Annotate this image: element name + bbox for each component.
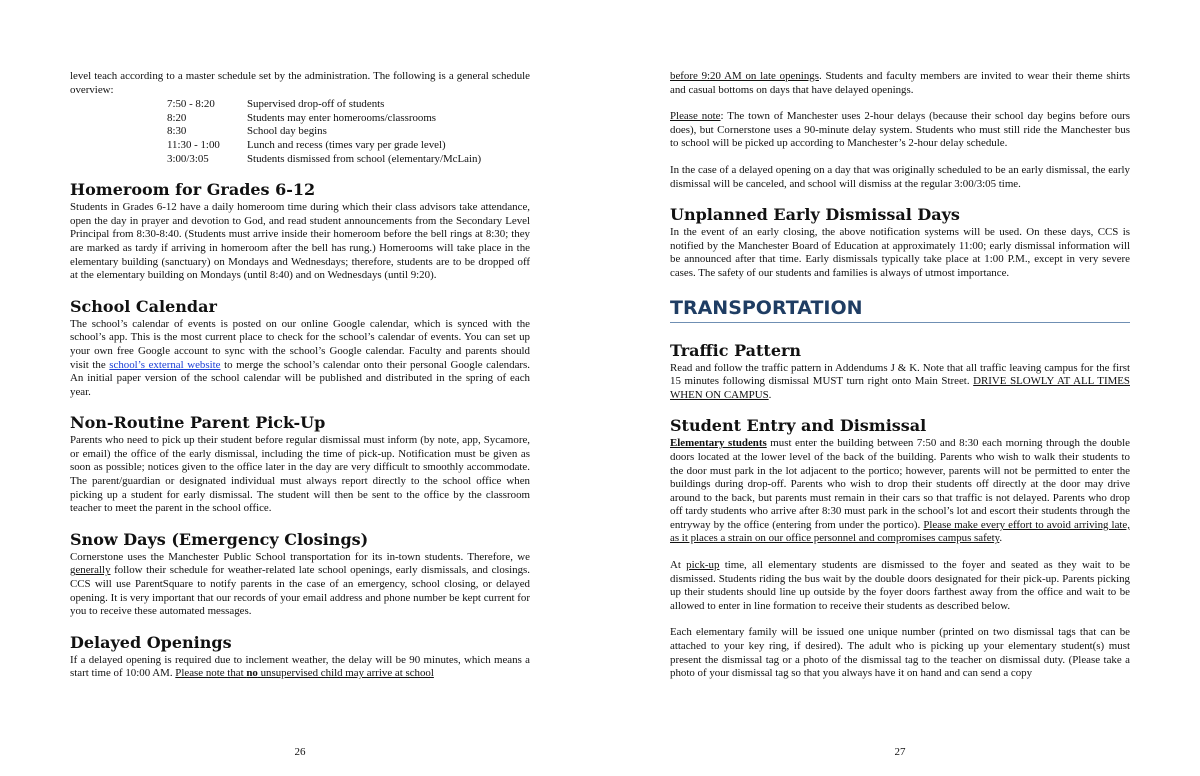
page-number: 27 (894, 746, 906, 758)
transportation-title: TRANSPORTATION (670, 295, 1130, 323)
delayed-text-a: If a delayed opening is required due to inclement weather, the delay will be 90 minutes, which means a start time of 10:00 AM. (70, 653, 530, 680)
schedule-intro: level teach according to a master schedule set by the administration. The following is a general schedule overview: (70, 70, 530, 96)
schedule-row (167, 153, 530, 167)
snow-generally: generally (70, 564, 111, 577)
unplanned-heading: Unplanned Early Dismissal Days (670, 205, 960, 225)
late-openings-note: before 9:20 AM on late openings (670, 70, 819, 82)
manchester-note-text: : The town of Manchester uses 2-hour delays (because their school day begins before ours does), but Cornerstone uses a 90-minute delay system. Students who must still ride the Manchester bus to school will be picked up according to Manchester’s 2-hour delay schedule. (670, 110, 1131, 150)
snow-text (70, 551, 530, 619)
delayed-continued (670, 70, 1130, 97)
calendar-text-a: The school’s calendar of events is posted on our online Google calendar, which is synced with the school’s app. This is the most current place to check for the school’s calendar of events. You can set up your own free Google account to sync with the school’s Google calendar. Faculty and parents should visit the (70, 317, 530, 371)
entry-end: . (999, 532, 1003, 545)
delayed-heading: Delayed Openings (70, 632, 232, 652)
calendar-text-b: to merge the school’s calendar onto their personal Google calendars. An initial paper version of the school calendar will be published and distributed in the spring of each year. (70, 358, 530, 398)
manchester-note (670, 110, 1130, 151)
delayed-note-u2: unsupervised child may arrive at school (257, 667, 434, 680)
schedule-desc: Students may enter homerooms/classrooms (247, 111, 437, 124)
pickup-time-a: At (670, 559, 687, 572)
please-note-label: Please note (670, 110, 721, 123)
schedule-time: 8:30 (167, 125, 187, 138)
left-column (70, 70, 530, 681)
snow-heading: Snow Days (Emergency Closings) (70, 529, 369, 549)
schedule-time: 7:50 - 8:20 (167, 98, 215, 111)
schedule-desc: Supervised drop-off of students (247, 98, 385, 111)
schedule-desc: Students dismissed from school (elementary/McLain) (247, 152, 482, 165)
page-number: 26 (294, 746, 306, 758)
right-column (670, 70, 1130, 681)
pickup-heading: Non-Routine Parent Pick-Up (70, 413, 326, 433)
homeroom-heading: Homeroom for Grades 6-12 (70, 180, 316, 200)
dismissal-tag-text: Each elementary family will be issued one unique number (printed on two dismissal tags that can be attached to your key ring, if desired). The adult who is picking up your elementary student(s) must present the dismissal tag or a photo of the dismissal tag to the teacher on dismissal duty. (Please take a photo of your dismissal tag so that you always have it on hand and can send a copy (670, 626, 1130, 680)
external-website-link[interactable]: school’s external website (109, 358, 221, 371)
unplanned-text: In the event of an early closing, the above notification systems will be used. On these days, CCS is notified by the Manchester Board of Education at approximately 11:00; early dismissal information will be announced after that time. Early dismissals typically take place at 1:00 P.M., except in very severe cases. The safety of our students and families is always of utmost importance. (670, 226, 1130, 279)
page-27 (600, 0, 1200, 776)
traffic-text-a: Read and follow the traffic pattern in Addendums J & K. Note that all traffic leaving campus for the first 15 minutes following dismissal MUST turn right onto Main Street. (670, 361, 1130, 388)
delayed-continued-text: . Students and faculty members are invited to wear their theme shirts and casual bottoms on days that have delayed openings. (670, 70, 1130, 96)
calendar-text (70, 318, 530, 400)
schedule-row (167, 139, 530, 153)
schedule-row (167, 125, 530, 139)
traffic-end: . (768, 388, 772, 401)
schedule-table (167, 98, 530, 166)
schedule-desc: School day begins (247, 125, 327, 138)
pickup-word: pick-up (686, 559, 720, 572)
homeroom-text: Students in Grades 6-12 have a daily homeroom time during which their class advisors take attendance, open the day in prayer and devotion to God, and read student announcements from the Secondary Level Principal from 8:30-8:40. (Students must arrive inside their homeroom before the bell rings at 8:30; they are marked as tardy if arriving in homeroom after the bell has rung.) Homerooms will take place in the elementary building (sanctuary) on Mondays and Wednesdays; therefore, students are to be dropped off at the elementary building on Mondays (until 8:40) and on Wednesdays (until 9:20). (70, 201, 530, 282)
schedule-desc: Lunch and recess (times vary per grade level) (247, 138, 446, 151)
schedule-time: 11:30 - 1:00 (167, 138, 220, 151)
pickup-text: Parents who need to pick up their student before regular dismissal must inform (by note, app, Sycamore, or email) the office of the early dismissal, including the time of pick-up. Notification must be given as soon as possible; notices given to the office later in the day are very difficult to smoothly accommodate. The parent/guardian or designated individual must always report directly to the school office when picking up a student for early dismissal. The student will then be sent to the office by the classroom teacher to meet the parent in the school office. (70, 434, 530, 515)
schedule-row (167, 112, 530, 126)
early-dismissal-case: In the case of a delayed opening on a day that was originally scheduled to be an early dismissal, the early dismissal will be canceled, and school will dismiss at the regular 3:00/3:05 time. (670, 163, 1130, 190)
entry-text (670, 437, 1130, 546)
entry-heading: Student Entry and Dismissal (670, 416, 927, 436)
snow-text-b: follow their schedule for weather-related late school openings, early dismissals, and closings. CCS will use ParentSquare to notify parents in the case of an emergency, school closing, or delayed opening. It is very important that our records of your email address and phone number be kept current for you to receive these automated messages. (70, 564, 530, 618)
delayed-note-bold: no (246, 667, 258, 680)
avoid-late-note: Please make every effort to avoid arriving late, as it places a strain on our office personnel and compromises campus safety (670, 518, 1130, 545)
calendar-heading: School Calendar (70, 296, 217, 316)
entry-text-a: must enter the building between 7:50 and 8:30 each morning through the double doors located at the lower level of the back of the building. Parents who wish to walk their students to the door must park in the lot adjacent to the portico; however, parents will not be permitted to enter the buildings during drop-off. Parents who wish to drop their students off directly at the door may drive around to the back, but parents must remain in their cars so that traffic is not delayed. Parents who drop off tardy students who arrive after 8:30 must park in the school’s lot and escort their students through the entryway by the office (entering from under the portico). (670, 437, 1130, 531)
schedule-time: 3:00/3:05 (167, 152, 209, 165)
schedule-time: 8:20 (167, 111, 187, 124)
elementary-students-lead: Elementary students (670, 437, 767, 450)
delayed-text (70, 654, 530, 681)
pickup-time-text (670, 559, 1130, 613)
delayed-note-u1: Please note that (175, 667, 247, 680)
drive-slowly-note: DRIVE SLOWLY AT ALL TIMES WHEN ON CAMPUS (670, 375, 1130, 401)
snow-text-a: Cornerstone uses the Manchester Public School transportation for its in-town students. Therefore, we (70, 550, 530, 563)
pickup-time-b: time, all elementary students are dismissed to the foyer and seated as they wait to be dismissed. Students riding the bus wait by the double doors designated for their pick-up. Parents picking up their students should line up outside by the foyer doors farthest away from the office and wait to be allowed to enter in line formation to receive their students as described below. (670, 559, 1130, 612)
traffic-text (670, 362, 1130, 403)
traffic-heading: Traffic Pattern (670, 340, 802, 360)
schedule-row (167, 98, 530, 112)
